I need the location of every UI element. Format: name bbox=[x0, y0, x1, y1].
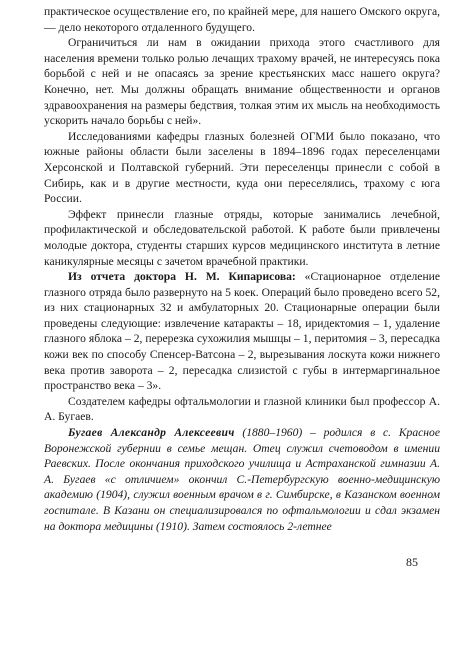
paragraph-2: Ограничиться ли нам в ожидании прихода этого счастливого для населения времени только ролью лечащих трахому врачей, не интересуясь пока борьбой с ней и не опасаясь за зрение крестьянских масс нашего округа? Конечно, нет. Мы должны обращать внимание общественности и органов здравоохранения на размеры бедствия, толкая этим их мысль на необходимость ускорить начало борьбы с ней». bbox=[44, 36, 440, 128]
paragraph-4: Эффект принесли глазные отряды, которые занимались лечебной, профилактической и обследовательской работой. К работе были привлечены молодые доктора, студенты старших курсов медицинского института в летние каникулярные месяцы с зачетом врачебной практики. bbox=[44, 207, 440, 268]
paragraph-3: Исследованиями кафедры глазных болезней ОГМИ было показано, что южные районы области были заселены в 1894–1896 годах переселенцами Херсонской и Полтавской губерний. Эти переселенцы принесли с собой в Сибирь, как и в другие местности, куда они переселялись, трахому с юга России. bbox=[44, 129, 440, 206]
paragraph-1: практическое осуществление его, по крайней мере, для нашего Омского округа, — дело некоторого отдаленного будущего. bbox=[44, 5, 440, 34]
report-citation-lead: Из отчета доктора Н. М. Кипарисова: bbox=[68, 270, 296, 284]
page-number: 85 bbox=[406, 555, 418, 569]
paragraph-6: Создателем кафедры офтальмологии и глазной клиники был профессор А. А. Бугаев. bbox=[44, 394, 440, 424]
biography-text: (1880–1960) – родился в с. Красное Воронежской губернии в семье мещан. Отец служил счетоводом в имении Раевских. После окончания приходского училища и Астраханской гимназии А. А. Бугаев «с отличием» окончил С.-Петербургскую военно-медицинскую академию (1904), служил военным врачом в г. Симбирске, в Казанском военном госпитале. В Казани он специализировался по офтальмологии и сдал экзамен на доктора медицины (1910). Затем состоялось 2-летнее bbox=[44, 426, 440, 533]
paragraph-5 bbox=[44, 269, 440, 394]
biography-paragraph bbox=[44, 425, 440, 534]
biography-name: Бугаев Александр Алексеевич bbox=[68, 426, 235, 440]
report-citation-text: «Стационарное отделение глазного отряда было развернуто на 5 коек. Операций было проведено всего 52, из них стационарных 32 и амбулаторных 20. Стационарные операции были проведены следующие: извлечение катаракты – 18, иридектомия – 1, удаление глазного яблока – 2, перерезка сухожилия мышцы – 1, перитомия – 3, пересадка кожи век по способу Спенсер-Ватсона – 2, вырезывания лоскута кожи нижнего века против заворота – 2, пересадка слизистой с губы в интермаргинальное пространство века – 3». bbox=[44, 270, 440, 393]
book-page bbox=[44, 4, 440, 534]
